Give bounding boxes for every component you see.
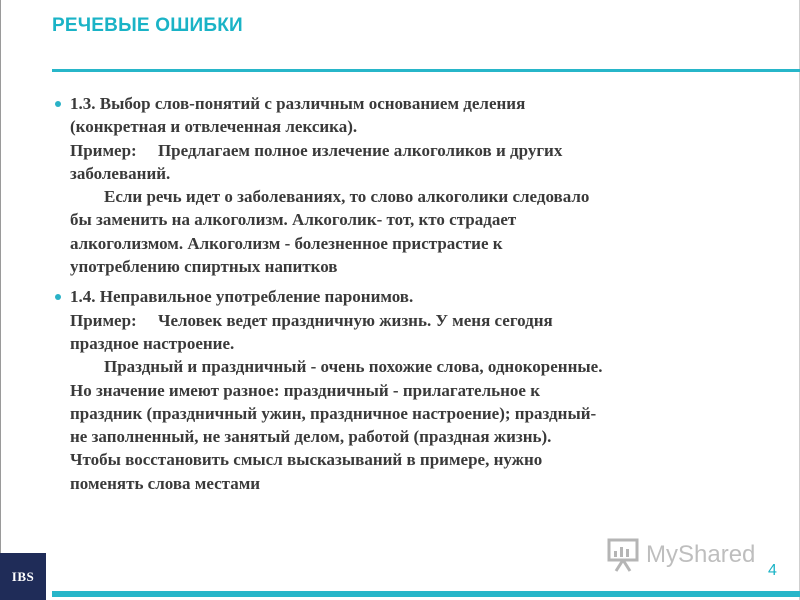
text-line: заболеваний. [70,163,171,183]
watermark [606,535,755,575]
bullet-item-1-4 [52,285,787,495]
slide-title: РЕЧЕВЫЕ ОШИБКИ [52,15,243,36]
bottom-divider [52,591,800,597]
text-line: Праздный и праздничный - очень похожие слова, однокоренные. [104,357,603,377]
text-line: (конкретная и отвлеченная лексика). [70,117,358,137]
presentation-board-icon [606,537,640,573]
logo-text: IBS [11,568,35,584]
text-line: бы заменить на алкоголизм. Алкоголик- тот, кто страдает [70,210,517,230]
page-number: 4 [768,562,777,579]
slide-content [52,92,787,495]
watermark-text: MyShared [646,541,756,568]
ibs-logo [0,553,46,600]
bullet-item-1-3 [52,92,787,278]
text-line: Но значение имеют разное: праздничный - прилагательное к [70,380,541,400]
text-line: алкоголизмом. Алкоголизм - болезненное пристрастие к [70,233,503,253]
text-line: праздное настроение. [70,333,235,353]
text-line: Чтобы восстановить смысл высказываний в примере, нужно [70,450,543,470]
text-line: употреблению спиртных напитков [70,257,338,277]
text-line: не заполненный, не занятый делом, работой (праздная жизнь). [70,427,552,447]
text-line: поменять слова местами [70,473,261,493]
title-divider [52,69,800,72]
example-line: Пример: Предлагаем полное излечение алкоголиков и других [70,140,563,160]
text-line: праздник (праздничный ужин, праздничное настроение); праздный- [70,403,597,423]
slide-left-border [0,0,1,600]
example-line: Пример: Человек ведет праздничную жизнь. У меня сегодня [70,310,553,330]
text-line: Если речь идет о заболеваниях, то слово алкоголики следовало [104,187,590,207]
text-line: 1.3. Выбор слов-понятий с различным основанием деления [70,94,526,113]
bullet-dot-icon [55,294,61,300]
bullet-dot-icon [55,101,61,107]
text-line: 1.4. Неправильное употребление паронимов. [70,287,414,307]
